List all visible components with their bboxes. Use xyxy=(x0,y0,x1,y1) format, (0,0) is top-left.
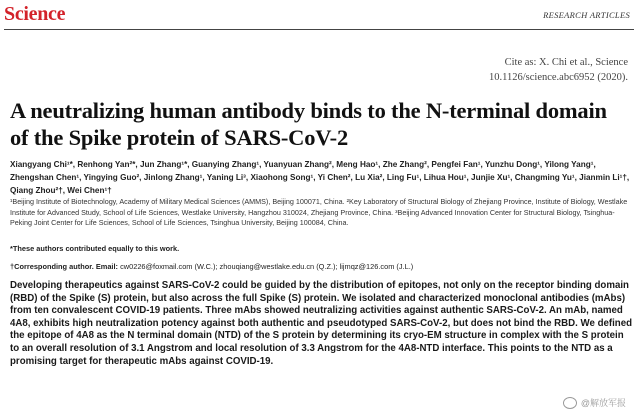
corresponding-label: †Corresponding author. Email: xyxy=(10,262,118,271)
watermark xyxy=(563,396,626,409)
equal-contribution-note: *These authors contributed equally to this work. xyxy=(10,244,180,253)
journal-header xyxy=(0,0,640,28)
corresponding-emails[interactable]: cw0226@foxmail.com (W.C.); zhouqiang@westlake.edu.cn (Q.Z.); lijmqz@126.com (J.L.) xyxy=(120,262,414,271)
weibo-icon xyxy=(563,397,577,409)
doi-link[interactable]: 10.1126/science.abc6952 (2020). xyxy=(489,72,628,83)
journal-logo[interactable]: Science xyxy=(4,3,66,25)
corresponding-author xyxy=(10,262,630,271)
article-title: A neutralizing human antibody binds to the N-terminal domain of the Spike protein of SARS-CoV-2 xyxy=(10,98,607,150)
author-list: Xiangyang Chi¹*, Renhong Yan²*, Jun Zhang¹*, Guanying Zhang¹, Yuanyuan Zhang², Meng Hao¹, Zhe Zhang², Pengfei Fan¹, Yunzhu Dong¹, Yilong Yang¹, Zhengshan Chen¹, Yingying Guo², Jinlong Zhang¹, Yaning Li³, Xiaohong Song¹, Yi Chen², Lu Xia², Ling Fu¹, Lihua Hou¹, Junjie Xu¹, Changming Yu¹, Jianmin Li¹†, Qiang Zhou²†, Wei Chen¹† xyxy=(10,160,630,195)
watermark-text: @解放军报 xyxy=(580,398,626,408)
citation-block xyxy=(489,55,628,85)
affiliations: ¹Beijing Institute of Biotechnology, Academy of Military Medical Sciences (AMMS), Beijing 100071, China. ²Key Laboratory of Structural Biology of Zhejiang Province, Institute of Biology, Westlake Institute for Advanced Study, School of Life Sciences, Westlake University, Hangzhou 310024, Zhejiang Province, China. ³Beijing Advanced Innovation Center for Structural Biology, Tsinghua-Peking Joint Center for Life Sciences, School of Life Sciences, Tsinghua University, Beijing 100084, China. xyxy=(10,197,628,227)
section-label: RESEARCH ARTICLES xyxy=(543,10,630,20)
header-rule xyxy=(4,29,634,30)
citation-line: Cite as: X. Chi et al., Science xyxy=(504,57,628,68)
abstract: Developing therapeutics against SARS-CoV-2 could be guided by the distribution of epitopes, not only on the receptor binding domain (RBD) of the Spike (S) protein, but also across the full Spike (S) protein. We isolated and characterized monoclonal antibodies (mAbs) from ten convalescent COVID-19 patients. Three mAbs showed neutralizing activities against authentic SARS-CoV-2. An mAb, named 4A8, exhibits high neutralization potency against both authentic and pseudotyped SARS-CoV-2, but does not bind the RBD. We defined the epitope of 4A8 as the N terminal domain (NTD) of the S protein by determining its cryo-EM structure in complex with the S protein to an overall resolution of 3.1 Angstrom and local resolution of 3.3 Angstrom for the 4A8-NTD interface. This points to the NTD as a promising target for therapeutic mAbs against COVID-19. xyxy=(10,280,633,367)
